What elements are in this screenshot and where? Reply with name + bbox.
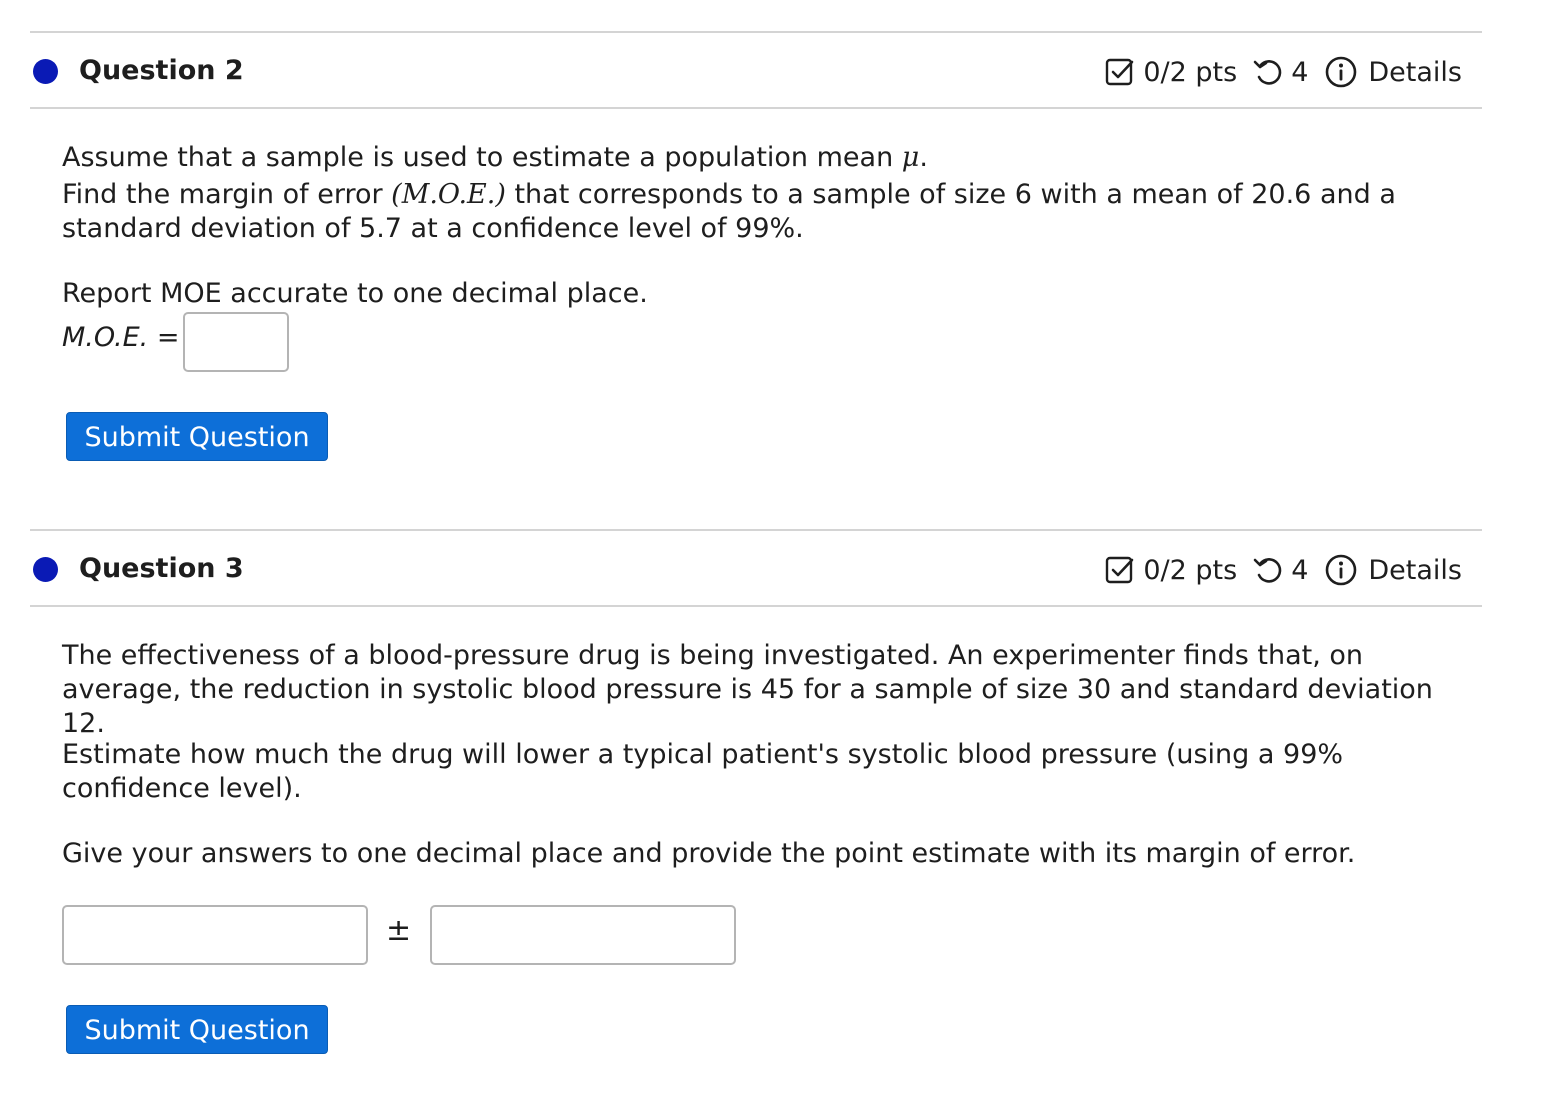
question-2-header-divider (30, 107, 1482, 109)
details-link[interactable]: Details (1368, 554, 1462, 586)
question-3-header (30, 531, 1482, 605)
question-3-paragraph-2: Estimate how much the drug will lower a typical patient's systolic blood pressure (using a 99% confidence level). (62, 739, 1344, 804)
question-2-meta (1103, 53, 1462, 91)
points-text: 0/2 pts (1143, 554, 1238, 586)
mu-symbol: μ (901, 142, 920, 173)
plus-minus-symbol: ± (386, 913, 412, 948)
question-3-header-divider (30, 605, 1482, 607)
retry-icon (1251, 55, 1285, 89)
question-2-text-line-2 (62, 178, 1472, 246)
moe-input-label: M.O.E. = (62, 322, 180, 353)
question-3-paragraph-1: The effectiveness of a blood-pressure drug is being investigated. An experimenter finds that, on average, the reduction in systolic blood pressure is 45 for a sample of size 30 and standard deviation 12. (62, 640, 1433, 739)
question-3-meta (1103, 551, 1462, 589)
question-2-line1-suffix: . (919, 142, 928, 173)
status-dot-icon (33, 557, 58, 582)
status-dot-icon (33, 59, 58, 84)
question-2-submit-button[interactable]: Submit Question (66, 412, 328, 461)
moe-answer-input[interactable] (183, 312, 289, 372)
question-2-header (30, 33, 1482, 107)
tries-count: 4 (1291, 56, 1309, 88)
question-2-text-line-1 (62, 141, 1472, 175)
details-link[interactable]: Details (1368, 56, 1462, 88)
points-text: 0/2 pts (1143, 56, 1238, 88)
question-2-line2-b: that corresponds to a sample of size 6 with a mean of 20.6 and a standard deviation of 5.7 at a confidence level of 99%. (62, 179, 1396, 244)
moe-term: (M.O.E.) (391, 179, 506, 210)
question-3-submit-button[interactable]: Submit Question (66, 1005, 328, 1054)
info-icon[interactable] (1324, 55, 1358, 89)
tries-count: 4 (1291, 554, 1309, 586)
question-2-line1-prefix: Assume that a sample is used to estimate a population mean (62, 142, 902, 173)
info-icon[interactable] (1324, 553, 1358, 587)
question-2-instruction: Report MOE accurate to one decimal place. (62, 278, 648, 309)
question-2-line2-a: Find the margin of error (62, 179, 392, 210)
margin-of-error-input[interactable] (430, 905, 736, 965)
question-3-paragraph-3: Give your answers to one decimal place and provide the point estimate with its margin of error. (62, 838, 1356, 869)
retry-icon (1251, 553, 1285, 587)
question-3-title: Question 3 (79, 553, 244, 584)
point-estimate-input[interactable] (62, 905, 368, 965)
checkbox-check-icon (1103, 55, 1137, 89)
checkbox-check-icon (1103, 553, 1137, 587)
question-2-title: Question 2 (79, 55, 244, 86)
